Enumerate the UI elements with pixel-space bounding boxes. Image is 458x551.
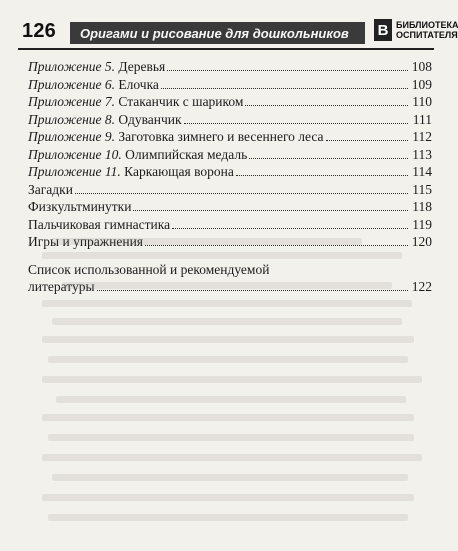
references-title-line-1: Список использованной и рекомендуемой: [28, 261, 270, 277]
toc-entry: [28, 163, 432, 181]
toc-entry-page: 108: [411, 59, 432, 74]
toc-entry-title: Олимпийская медаль: [125, 146, 248, 162]
toc-entry-page: 114: [412, 164, 432, 179]
toc-entry-prefix: Приложение 6.: [28, 76, 116, 92]
toc-entry-title: Загадки: [28, 181, 73, 197]
toc-entry: [28, 146, 432, 164]
toc-entry: [28, 128, 432, 146]
toc-entry-references: [28, 261, 432, 296]
references-title-line-2: литературы: [28, 279, 95, 294]
series-logo: [374, 19, 458, 41]
toc-entry-page: 110: [412, 94, 432, 109]
toc-leader-dots: [97, 289, 408, 291]
toc-entry-page: 109: [411, 76, 432, 92]
header-rule: [18, 48, 434, 50]
toc-entry-page: 122: [411, 279, 432, 294]
toc-entry-prefix: Приложение 8.: [28, 111, 116, 127]
series-line-2: ОСПИТАТЕЛЯ: [396, 30, 458, 40]
toc-entry-page: 111: [412, 111, 432, 127]
toc-entry-title: Физкультминутки: [28, 199, 132, 214]
toc-leader-dots: [161, 87, 408, 89]
series-logo-text: [396, 20, 458, 40]
toc-leader-dots: [236, 174, 408, 176]
toc-leader-dots: [326, 139, 409, 141]
toc-entry: [28, 93, 432, 111]
toc-entry-title: Пальчиковая гимнастика: [28, 216, 171, 232]
toc-entry-prefix: Приложение 10.: [28, 146, 122, 162]
toc-entry-page: 115: [412, 181, 432, 197]
series-line-1: БИБЛИОТЕКА: [396, 20, 458, 30]
toc-entry-title: Игры и упражнения: [28, 234, 144, 249]
table-of-contents: [28, 58, 432, 296]
page-header: [18, 18, 458, 50]
toc-entry-page: 120: [411, 234, 432, 249]
toc-entry-page: 119: [412, 216, 432, 232]
toc-entry-prefix: Приложение 11.: [28, 164, 121, 179]
page-number: 126: [22, 20, 56, 42]
book-title-bar: [70, 22, 365, 44]
toc-leader-dots: [133, 209, 408, 211]
toc-entry: [28, 58, 432, 76]
toc-entry: [28, 181, 432, 199]
toc-entry: [28, 111, 432, 129]
toc-entry-prefix: Приложение 7.: [28, 94, 116, 109]
toc-entry-title: Елочка: [118, 76, 159, 92]
toc-entry-title: Заготовка зимнего и весеннего леса: [118, 129, 324, 144]
toc-entry-title: Деревья: [118, 59, 166, 74]
toc-entry-page: 113: [412, 146, 432, 162]
book-title: Оригами и рисование для дошкольников: [80, 25, 349, 41]
toc-leader-dots: [167, 69, 408, 71]
toc-entry-title: Стаканчик с шариком: [118, 94, 244, 109]
toc-entry: [28, 233, 432, 251]
toc-entry-page: 112: [412, 129, 432, 144]
toc-entry: [28, 76, 432, 94]
toc-leader-dots: [249, 157, 408, 159]
toc-leader-dots: [172, 227, 408, 229]
toc-leader-dots: [145, 244, 408, 246]
toc-entry: [28, 198, 432, 216]
toc-entry-prefix: Приложение 5.: [28, 59, 116, 74]
toc-leader-dots: [184, 122, 408, 124]
series-logo-mark: В: [374, 19, 392, 41]
toc-entry-prefix: Приложение 9.: [28, 129, 116, 144]
toc-entry-title: Каркающая ворона: [124, 164, 234, 179]
toc-entry-page: 118: [412, 199, 432, 214]
toc-entry-title: Одуванчик: [118, 111, 182, 127]
toc-leader-dots: [75, 192, 408, 194]
toc-leader-dots: [245, 104, 408, 106]
toc-entry: [28, 216, 432, 234]
